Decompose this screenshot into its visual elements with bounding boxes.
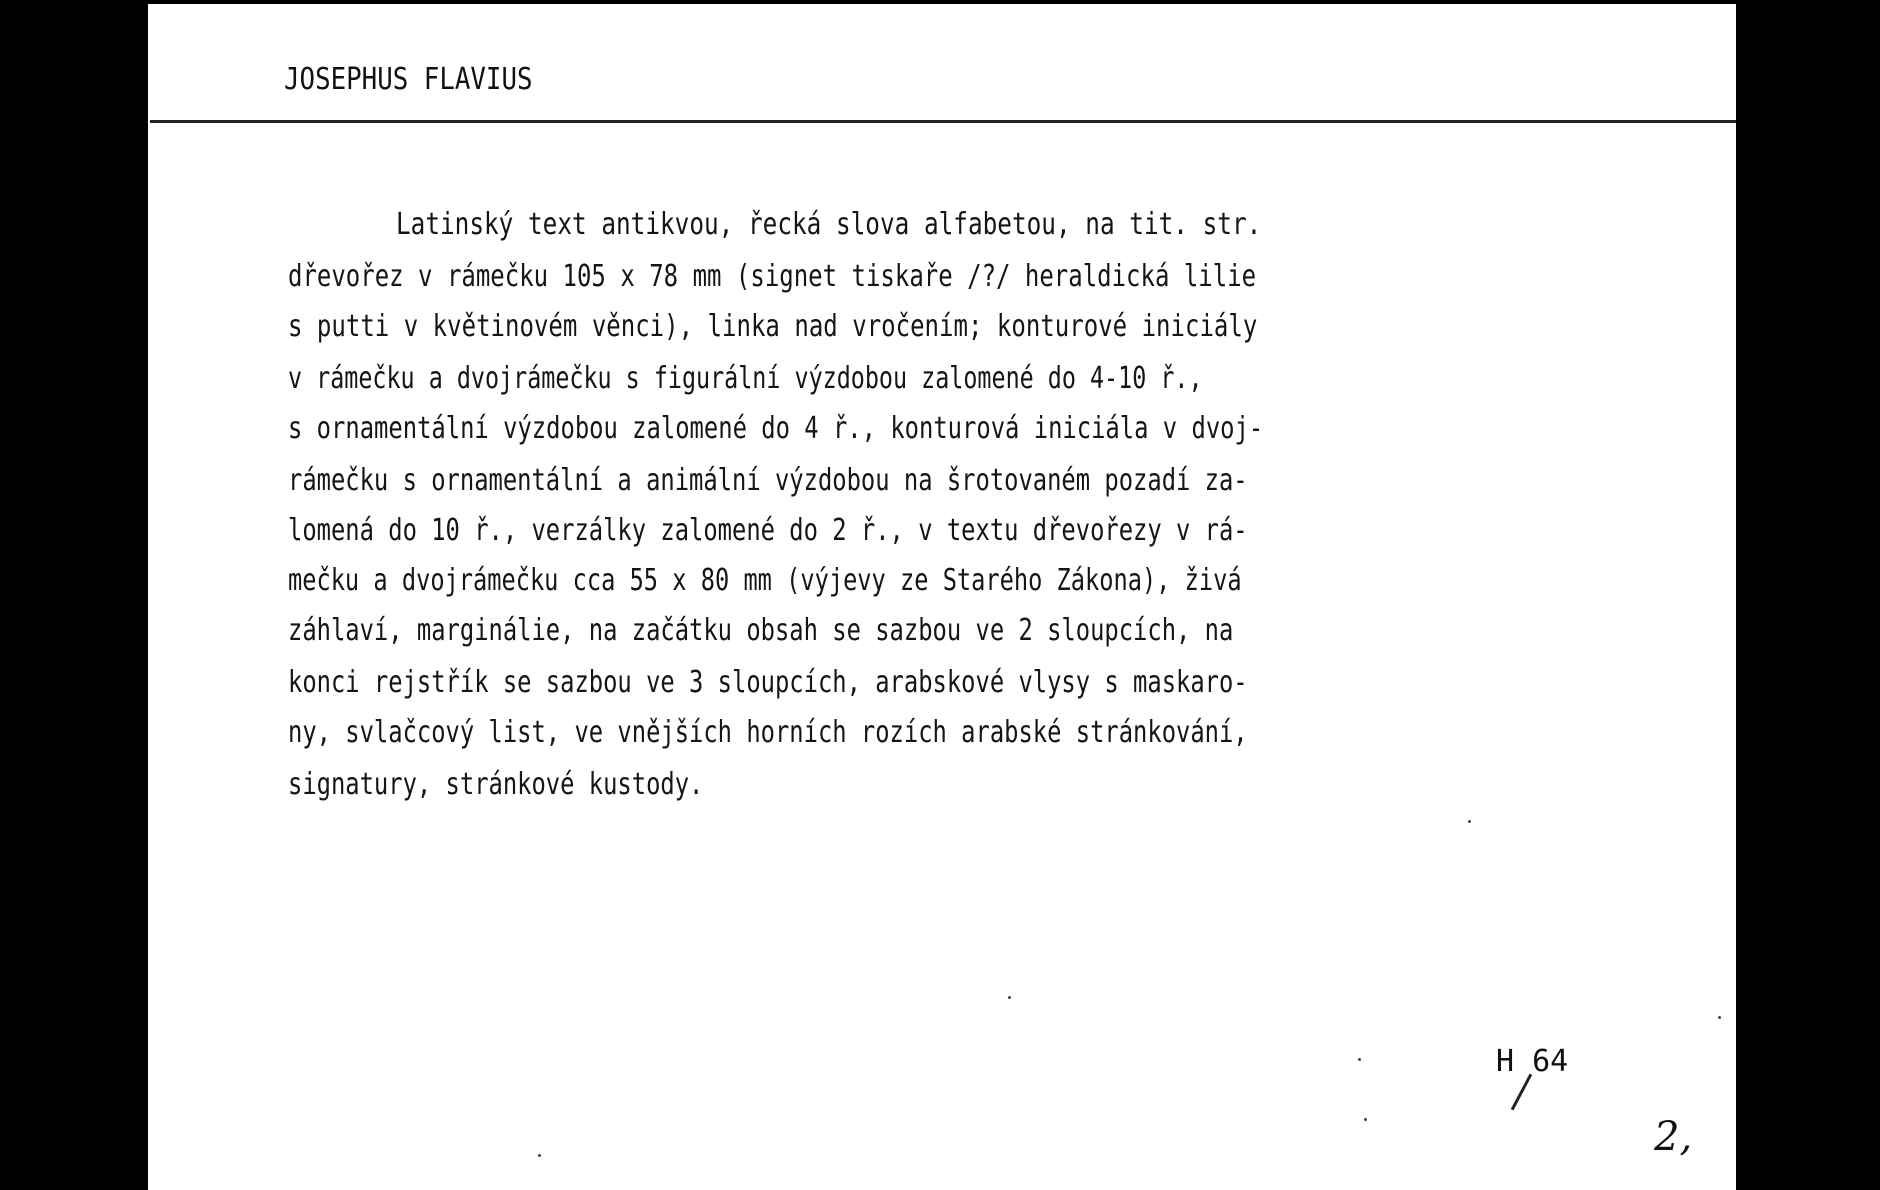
text-line: mečku a dvojrámečku cca 55 x 80 mm (výjevy ze Starého Zákona), živá	[288, 563, 1242, 598]
text-line: ny, svlačcový list, ve vnějších horních rozích arabské stránkování,	[288, 715, 1248, 750]
paper-speck	[538, 1154, 541, 1157]
text-line: záhlaví, marginálie, na začátku obsah se sazbou ve 2 sloupcích, na	[288, 613, 1234, 648]
text-line: dřevořez v rámečku 105 x 78 mm (signet tiskaře /?/ heraldická lilie	[288, 259, 1257, 294]
text-line: konci rejstřík se sazbou ve 3 sloupcích, arabskové vlysy s maskaro-	[288, 665, 1248, 700]
shelfmark: H 64	[1496, 1044, 1569, 1079]
card-heading: JOSEPHUS FLAVIUS	[284, 62, 533, 97]
catalog-card	[148, 4, 1736, 1190]
paper-speck	[1008, 996, 1011, 999]
text-line: s putti v květinovém věnci), linka nad vročením; konturové iniciály	[288, 309, 1258, 344]
text-line: s ornamentální výzdobou zalomené do 4 ř., konturová iniciála v dvoj-	[288, 411, 1264, 446]
text-line: rámečku s ornamentální a animální výzdobou na šrotovaném pozadí za-	[288, 463, 1248, 498]
paper-speck	[1718, 1016, 1721, 1019]
text-line: signatury, stránkové kustody.	[288, 767, 704, 802]
handwritten-page-number: 2,	[1654, 1114, 1693, 1160]
handwritten-stroke	[1511, 1074, 1532, 1111]
text-line: v rámečku a dvojrámečku s figurální výzdobou zalomené do 4-10 ř.,	[288, 361, 1203, 396]
paper-speck	[1364, 1118, 1367, 1121]
paper-speck	[1468, 820, 1471, 823]
text-line: Latinský text antikvou, řecká slova alfabetou, na tit. str.	[396, 207, 1262, 242]
heading-rule	[150, 120, 1736, 123]
paper-speck	[1358, 1058, 1361, 1061]
text-line: lomená do 10 ř., verzálky zalomené do 2 ř., v textu dřevořezy v rá-	[288, 513, 1248, 548]
